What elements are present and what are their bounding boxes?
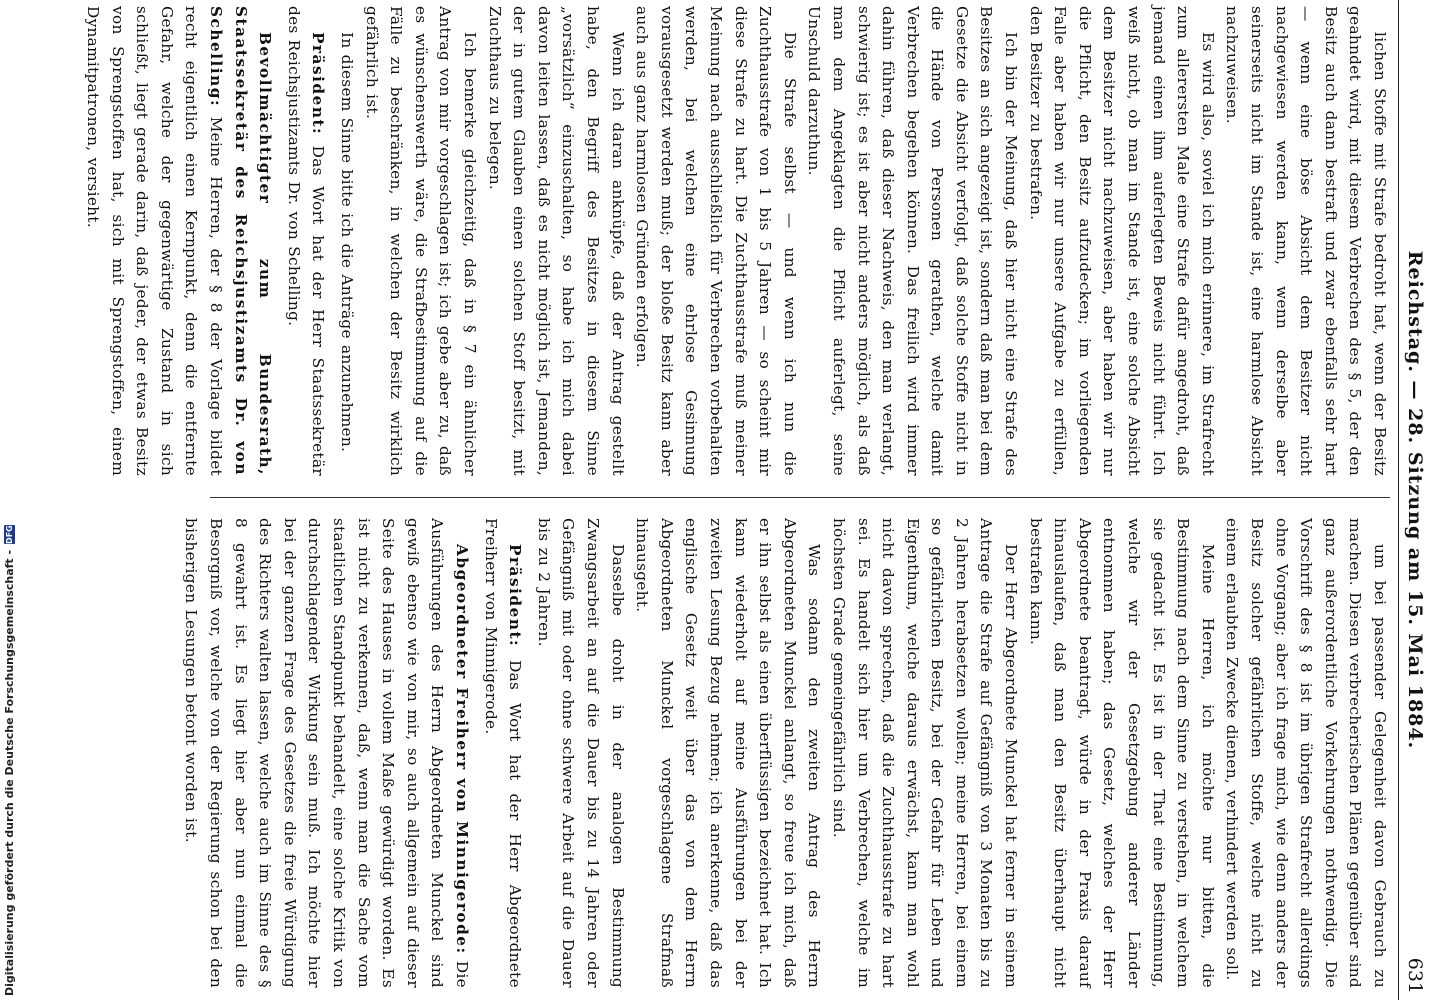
paragraph: Wenn ich daran anknüpfe, daß der Antrag gestellt habe, den Begriff des Besitzes in diesem Sinne „vorsätzlich“ einzuschalten, so habe ich mich dabei davon leiten lassen, daß es nicht möglich ist, Jemanden, der in gutem Glauben einen solchen Stoff besitzt, mit Zuchthaus zu belegen. (485, 6, 627, 476)
speech-text: Das Wort hat der Herr Abgeordnete Freiherr von Minnigerode. (481, 518, 525, 988)
running-title: Reichstag. — 28. Sitzung am 15. Mai 1884. (1404, 250, 1426, 750)
paragraph: um bei passender Gelegenheit davon Gebrauch zu machen. Diesen verbrecherischen Plänen gegenüber sind ganz außerordentliche Vorkehrungen nothwendig. Die Vorschrift des § 8 ist im übrigen Strafrecht allerdings ohne Vorgang; aber ich frage mich, wie denn anders der Besitz solcher gefährlichen Stoffe, welche nicht zu einem erlaubten Zwecke dienen, verhindert werden soll. (1223, 518, 1389, 988)
paragraph: Es wird also, soviel ich mich erinnere, im Strafrecht zum allerersten Male eine Strafe dafür angedroht, daß jemand einen ihm auferlegten Beweis nicht führt. Ich weiß nicht, ob man im Stande ist, eine solche Absicht dem Besitzer nicht nachzuweisen, aber haben wir nur die Pflicht, den Besitz aufzudecken; im vorliegenden Falle aber haben wir nur unsere Aufgabe zu erfüllen, den Besitzer zu bestrafen. (1026, 6, 1217, 476)
credit-text: Digitalisierung gefördert durch die Deutsche Forschungsgemeinschaft - (2, 549, 16, 996)
column-divider (210, 497, 1390, 498)
paragraph: Die Strafe selbst — und wenn ich nun die Zuchthausstrafe von 1 bis 5 Jahren — so scheint mir diese Strafe zu hart. Die Zuchthausstrafe muß meiner Meinung nach ausschließlich für Verbrechen vorbehalten werden, bei welchen eine ehrlose Gesinnung vorausgesetzt werden muß; der bloße Besitz kann aber auch aus ganz harmlosen Gründen erfolgen. (633, 6, 799, 476)
speaker-name: Bevollmächtigter zum Bundesrath, Staatssekretär des Reichsjustizamts Dr. von Schelling: (207, 6, 275, 476)
paragraph: Der Herr Abgeordnete Munckel hat ferner in seinem Antrage die Strafe auf Gefängniß von 3 Monaten bis zu 2 Jahren herabsetzen wollen; meine Herren, bei einem so gefährlichen Besitz, bei der Gefahr für Leben und Eigenthum, welche daraus erwächst, kann man wohl nicht davon sprechen, daß die Zuchthausstrafe zu hart sei. Es handelt sich hier um Verbrechen, welche im höchsten Grade gemeingefährlich sind. (829, 518, 1021, 988)
paragraph: Ich bemerke gleichzeitig, daß in § 7 ein ähnlicher Antrag von mir vorgeschlagen ist; ich gebe aber zu, daß es wünschenswerth wäre, die Strafbestimmung auf die Fälle zu beschränken, in welchen der Besitz wirklich gefährlich ist. (362, 6, 480, 476)
paragraph: Dasselbe droht in der analogen Bestimmung Zwangsarbeit an auf die Dauer bis zu 14 Jahren oder Gefängniß mit oder ohne schwere Arbeit auf die Dauer bis zu 2 Jahren. (534, 518, 627, 988)
digitization-credit (2, 525, 16, 996)
speaker-name: Präsident: (309, 32, 328, 136)
right-column (182, 518, 1392, 988)
speech-text: Die Ausführungen des Herrn Abgeordneten Munckel sind gewiß ebenso wie von mir, so auch allgemein auf dieser Seite des Hauses in vollem Maße gewürdigt worden. Es ist nicht zu verkennen, daß, wenn man die Sache vom staatlichen Standpunkt behandelt, eine solche Kritik von durchschlagender Wirkung sein muß. Ich möchte hier bei der ganzen Frage des Gesetzes die freie Würdigung des Richters walten lassen, welche auch im Sinne des § 8 gewahrt ist. Es liegt hier aber nun einmal die Besorgniß vor, welche von der Regierung schon bei den bisherigen Lesungen betont worden ist. (182, 518, 472, 988)
header-rule (1398, 0, 1399, 1000)
paragraph: Ich bin der Meinung, daß hier nicht eine Strafe des Besitzes an sich angezeigt ist, sondern daß man bei dem Gesetze die Absicht verfolgt, daß solche Stoffe nicht in die Hände von Personen gerathen, welche damit Verbrechen begehen können. Das freilich wird immer dahin führen, daß dieser Nachweis, den man verlangt, schwierig ist; es ist aber nicht anders möglich, als daß man dem Angeklagten die Pflicht auferlegt, seine Unschuld darzuthun. (805, 6, 1021, 476)
speech-paragraph (281, 6, 330, 476)
page-number: 631 (1404, 957, 1426, 994)
speech-text: Das Wort hat der Herr Staatssekretär des Reichsjustizamts Dr. von Schelling. (284, 6, 328, 476)
speaker-name: Abgeordneter Freiherr von Minnigerode: (453, 544, 472, 955)
paragraph: Was sodann den zweiten Antrag des Herrn Abgeordneten Munckel anlangt, so freue ich mich, daß er ihn selbst als einen überflüssigen bezeichnet hat. Ich kann wiederholt auf meine Ausführungen bei der zweiten Lesung Bezug nehmen; ich anerkenne, daß das englische Gesetz weit über das von dem Herrn Abgeordneten Munckel vorgeschlagene Strafmaß hinausgeht. (633, 518, 824, 988)
left-column (84, 6, 1392, 476)
speech-paragraph (478, 518, 527, 988)
dfg-logo-icon: DFG (4, 525, 14, 544)
speech-text: Meine Herren, der § 8 der Vorlage bildet recht eigentlich einen Kernpunkt, denn die entfernte Gefahr, welche der gegenwärtige Zustand in sich schließt, liegt gerade darin, daß jeder, der etwas Besitz von Sprengstoffen hat, sich mit Sprengstoffen, einem Dynamitpatronen, versieht. (84, 6, 226, 476)
paragraph: In diesem Sinne bitte ich die Anträge anzunehmen. (338, 32, 357, 453)
paragraph: lichen Stoffe mit Strafe bedroht hat, wenn der Besitz geahndet wird, mit diesem Verbrechen des § 5, der den Besitz auch dann bestraft und zwar ebenfalls sehr hart — wenn eine böse Absicht dem Besitzer nicht nachgewiesen werden kann, wenn derselbe aber seinerseits nicht im Stande ist, eine harmlose Absicht nachzuweisen. (1223, 6, 1389, 476)
speaker-name: Präsident: (506, 544, 525, 648)
speech-paragraph (179, 518, 474, 988)
speech-paragraph (81, 6, 278, 476)
page-header (1400, 0, 1426, 1000)
paragraph: Meine Herren, ich möchte nur bitten, die Bestimmung nach dem Sinne zu verstehen, in welchem sie gedacht ist. Es ist in der That eine Bestimmung, welche wir der Gesetzgebung anderer Länder entnommen haben; das Gesetz, welches der Herr Abgeordnete beantragt, würde in der Praxis darauf hinauslaufen, daß man den Besitz überhaupt nicht bestrafen kann. (1026, 518, 1217, 988)
